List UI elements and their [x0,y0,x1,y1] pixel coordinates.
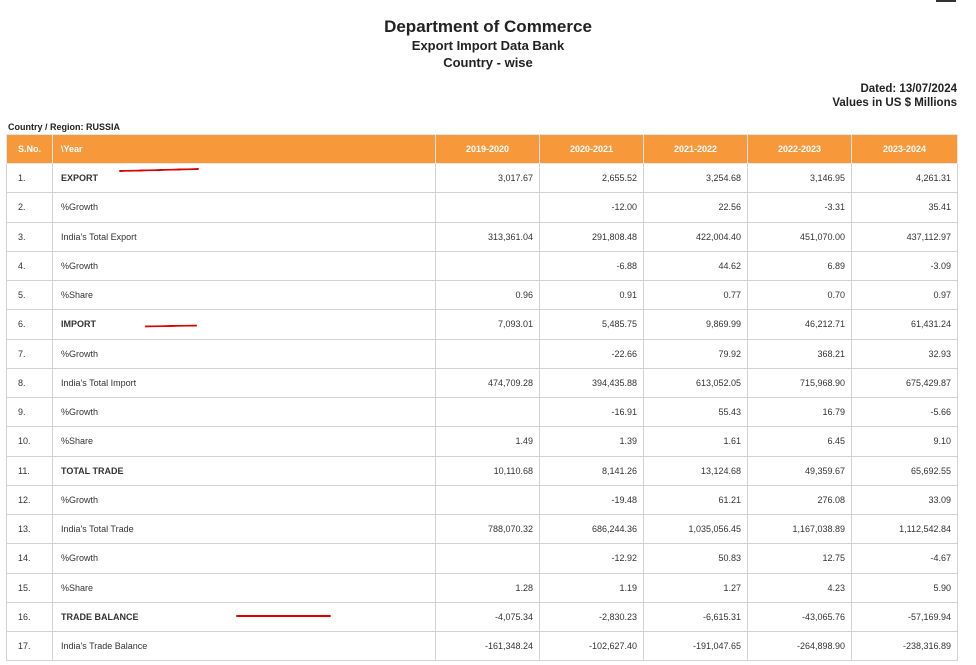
row-label-cell: %Growth [53,339,436,368]
value-cell [436,251,540,280]
value-cell: 437,112.97 [852,222,958,251]
dated-label: Dated: 13/07/2024 [860,83,957,95]
value-cell: 394,435.88 [540,368,644,397]
table-row [7,222,958,251]
country-region [8,122,120,132]
row-label-cell: India's Total Export [53,222,436,251]
value-cell: 61.21 [644,485,748,514]
table-row [7,339,958,368]
value-cell: 33.09 [852,485,958,514]
value-cell: -2,830.23 [540,602,644,631]
value-cell: 79.92 [644,339,748,368]
value-cell: 0.77 [644,281,748,310]
value-cell: -4.67 [852,544,958,573]
serial-number-cell: 8. [7,368,53,397]
value-cell: 1.28 [436,573,540,602]
row-label-cell: %Growth [53,485,436,514]
value-cell: 422,004.40 [644,222,748,251]
value-cell: 6.89 [748,251,852,280]
value-cell: 313,361.04 [436,222,540,251]
column-header: \Year [53,135,436,164]
column-header: 2019-2020 [436,135,540,164]
table-body [7,164,958,661]
value-cell: 49,359.67 [748,456,852,485]
serial-number-cell: 2. [7,193,53,222]
value-cell: 1,167,038.89 [748,515,852,544]
serial-number-cell: 7. [7,339,53,368]
table-row [7,485,958,514]
row-label-cell: India's Total Import [53,368,436,397]
value-cell: 16.79 [748,398,852,427]
value-cell: -12.00 [540,193,644,222]
serial-number-cell: 10. [7,427,53,456]
value-cell: 451,070.00 [748,222,852,251]
table-row [7,515,958,544]
row-label-cell: TOTAL TRADE [53,456,436,485]
table-row [7,427,958,456]
row-label-cell: %Growth [53,544,436,573]
value-cell: 1,035,056.45 [644,515,748,544]
value-cell: 1.19 [540,573,644,602]
row-label-cell: IMPORT [53,310,436,339]
value-cell: 32.93 [852,339,958,368]
value-cell: 4,261.31 [852,164,958,193]
value-cell: 686,244.36 [540,515,644,544]
table-row [7,398,958,427]
serial-number-cell: 4. [7,251,53,280]
value-cell: -6,615.31 [644,602,748,631]
serial-number-cell: 17. [7,632,53,661]
value-cell: -264,898.90 [748,632,852,661]
serial-number-cell: 12. [7,485,53,514]
row-label-cell: %Growth [53,251,436,280]
value-cell: -238,316.89 [852,632,958,661]
value-cell: 10,110.68 [436,456,540,485]
value-cell [436,193,540,222]
value-cell: -12.92 [540,544,644,573]
value-cell: 3,146.95 [748,164,852,193]
value-cell: 788,070.32 [436,515,540,544]
value-cell: 8,141.26 [540,456,644,485]
trade-balance-underline-mark [236,615,331,617]
value-cell: 0.97 [852,281,958,310]
value-cell: 613,052.05 [644,368,748,397]
value-cell: 291,808.48 [540,222,644,251]
serial-number-cell: 9. [7,398,53,427]
value-cell: 2,655.52 [540,164,644,193]
value-cell [436,398,540,427]
page-subtitle: Export Import Data Bank [411,38,565,53]
serial-number-cell: 13. [7,515,53,544]
value-cell: 1.49 [436,427,540,456]
column-header: 2020-2021 [540,135,644,164]
value-cell: 44.62 [644,251,748,280]
value-cell: 61,431.24 [852,310,958,339]
row-label-cell: %Share [53,427,436,456]
value-cell: 1.61 [644,427,748,456]
column-header: 2021-2022 [644,135,748,164]
row-label-cell: India's Trade Balance [53,632,436,661]
value-cell: -191,047.65 [644,632,748,661]
table-row [7,632,958,661]
value-cell: 65,692.55 [852,456,958,485]
serial-number-cell: 5. [7,281,53,310]
value-cell: 675,429.87 [852,368,958,397]
report-mode: Country - wise [443,55,533,70]
value-cell: -3.31 [748,193,852,222]
column-header: 2022-2023 [748,135,852,164]
value-cell: -19.48 [540,485,644,514]
value-cell: -102,627.40 [540,632,644,661]
table-row [7,164,958,193]
row-label-cell: %Growth [53,398,436,427]
column-header: S.No. [7,135,53,164]
value-cell: 6.45 [748,427,852,456]
value-cell: 276.08 [748,485,852,514]
serial-number-cell: 1. [7,164,53,193]
table-row [7,281,958,310]
value-cell: 5.90 [852,573,958,602]
value-cell [436,339,540,368]
row-label-cell: %Share [53,281,436,310]
value-cell: 0.96 [436,281,540,310]
value-cell: 474,709.28 [436,368,540,397]
serial-number-cell: 6. [7,310,53,339]
value-cell: -161,348.24 [436,632,540,661]
value-cell: 35.41 [852,193,958,222]
value-cell [436,544,540,573]
table-row [7,193,958,222]
value-cell: -4,075.34 [436,602,540,631]
table-header-row [7,135,958,164]
value-cell: 7,093.01 [436,310,540,339]
value-cell: -16.91 [540,398,644,427]
corner-decoration [936,0,956,2]
page-title: Department of Commerce [384,17,592,36]
value-cell: 715,968.90 [748,368,852,397]
table-row [7,573,958,602]
value-cell: 368.21 [748,339,852,368]
serial-number-cell: 11. [7,456,53,485]
serial-number-cell: 16. [7,602,53,631]
serial-number-cell: 14. [7,544,53,573]
value-cell: -22.66 [540,339,644,368]
row-label-cell: India's Total Trade [53,515,436,544]
value-cell: 3,017.67 [436,164,540,193]
value-cell: 1.39 [540,427,644,456]
row-label-cell: %Share [53,573,436,602]
value-cell: 46,212.71 [748,310,852,339]
value-cell: -43,065.76 [748,602,852,631]
value-cell: 1,112,542.84 [852,515,958,544]
units-label: Values in US $ Millions [832,97,957,109]
value-cell: 13,124.68 [644,456,748,485]
report-meta [832,82,957,110]
table-row [7,368,958,397]
country-label: Country / Region: [8,122,84,132]
row-label-cell: EXPORT [53,164,436,193]
table-row [7,544,958,573]
table-row [7,251,958,280]
value-cell: 55.43 [644,398,748,427]
value-cell: 50.83 [644,544,748,573]
trade-data-table [6,134,958,661]
value-cell: 0.70 [748,281,852,310]
serial-number-cell: 15. [7,573,53,602]
value-cell: 9.10 [852,427,958,456]
value-cell: -3.09 [852,251,958,280]
value-cell: 9,869.99 [644,310,748,339]
row-label-cell: %Growth [53,193,436,222]
value-cell: -57,169.94 [852,602,958,631]
value-cell: 4.23 [748,573,852,602]
table-row [7,456,958,485]
value-cell [436,485,540,514]
value-cell: 3,254.68 [644,164,748,193]
row-label-cell: TRADE BALANCE [53,602,436,631]
value-cell: 1.27 [644,573,748,602]
value-cell: -6.88 [540,251,644,280]
value-cell: 22.56 [644,193,748,222]
value-cell: 0.91 [540,281,644,310]
column-header: 2023-2024 [852,135,958,164]
value-cell: 5,485.75 [540,310,644,339]
serial-number-cell: 3. [7,222,53,251]
value-cell: 12.75 [748,544,852,573]
value-cell: -5.66 [852,398,958,427]
country-value: RUSSIA [86,122,121,132]
table-row [7,602,958,631]
